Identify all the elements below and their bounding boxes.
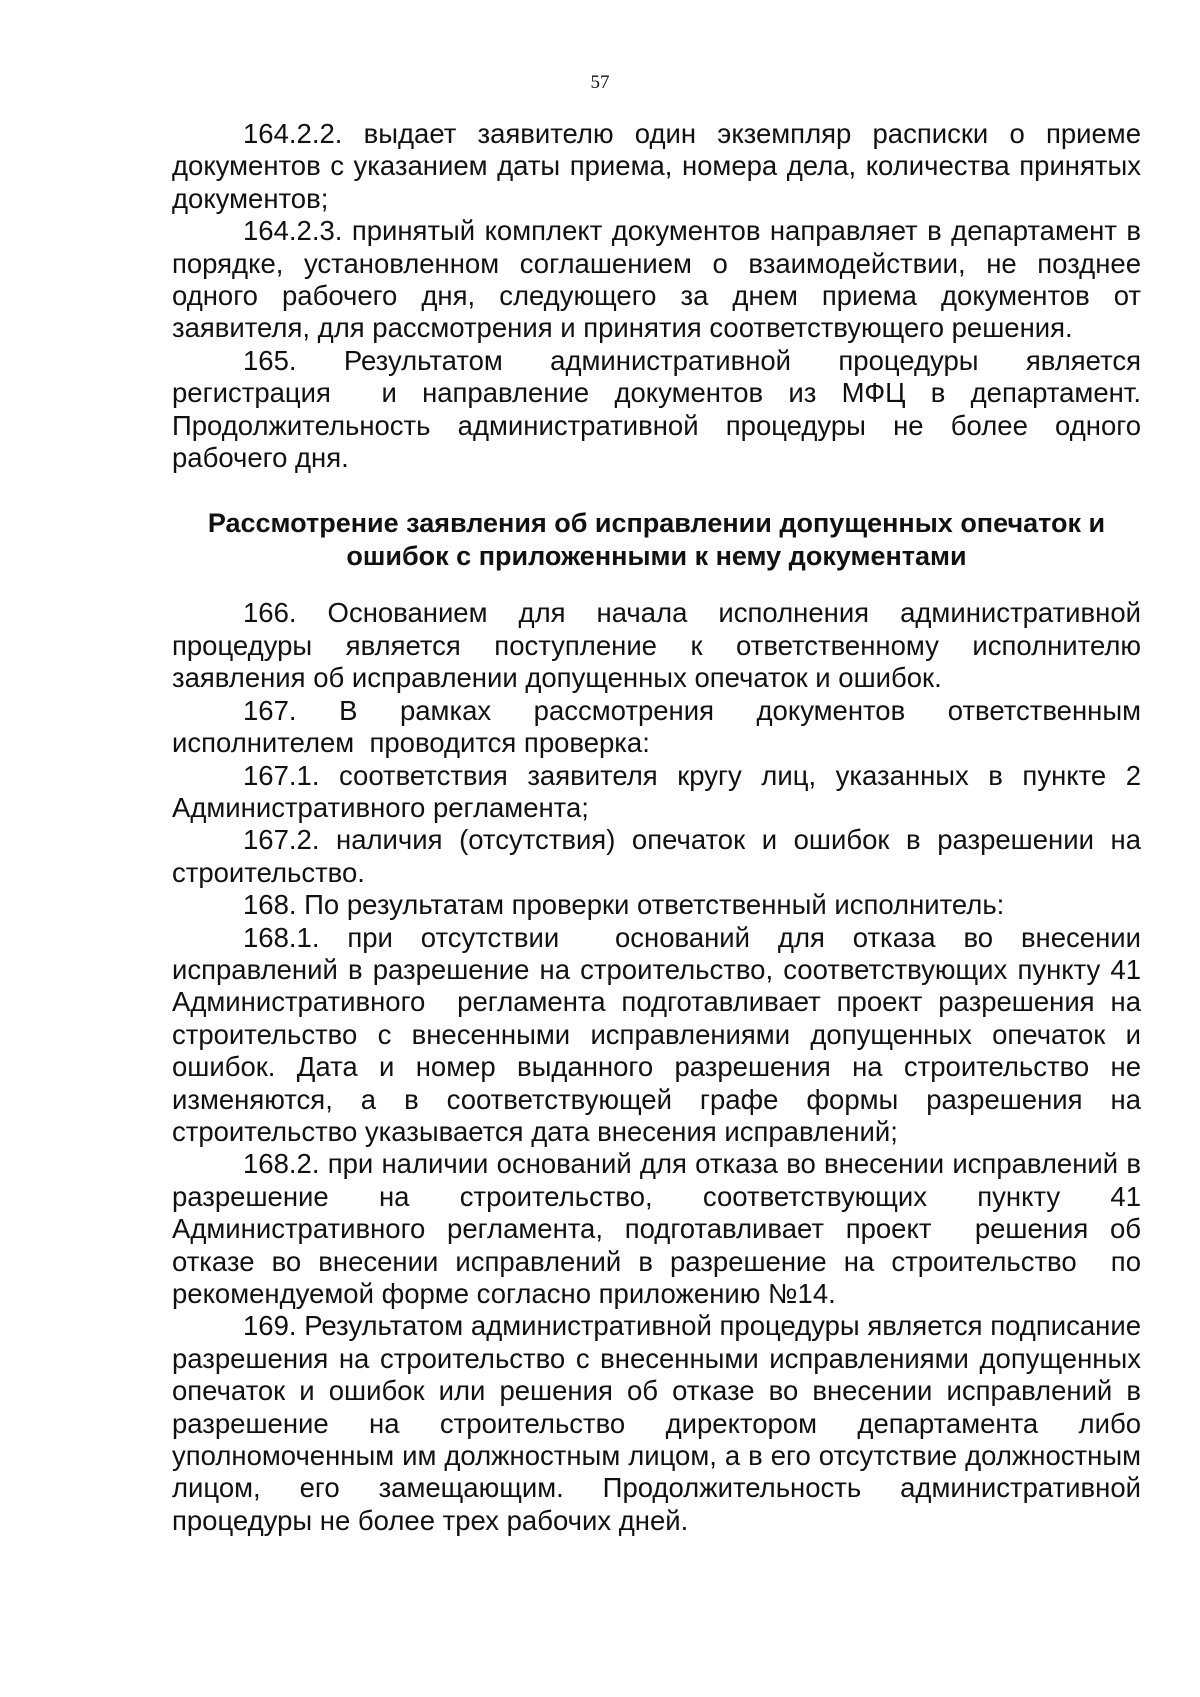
- paragraph-165: 165. Результатом административной процедуры является регистрация и направление документов из МФЦ в департамент. Продолжительность административной процедуры не более одного рабочего дня.: [172, 344, 1149, 474]
- paragraph-164-2-2: 164.2.2. выдает заявителю один экземпляр расписки о приеме документов с указанием даты приема, номера дела, количества принятых документов;: [172, 118, 1149, 214]
- section-heading: Рассмотрение заявления об исправлении допущенных опечаток и ошибок с приложенными к нему документами: [207, 508, 1106, 572]
- paragraph-168-2: 168.2. при наличии оснований для отказа во внесении исправлений в разрешение на строительство, соответствующих пункту 41 Административного регламента, подготавливает проект решения об отказе во внесении исправлений в разрешение на строительство по рекомендуемой форме согласно приложению №14.: [172, 1148, 1149, 1309]
- paragraph-167: 167. В рамках рассмотрения документов ответственным исполнителем проводится проверка:: [172, 694, 1149, 759]
- paragraph-169: 169. Результатом административной процедуры является подписание разрешения на строительство с внесенными исправлениями допущенных опечаток и ошибок или решения об отказе во внесении исправлений в разрешение на строительство директором департамента либо уполномоченным им должностным лицом, а в его отсутствие должностным лицом, его замещающим. Продолжительность административной процедуры не более трех рабочих дней.: [172, 1310, 1149, 1536]
- paragraph-168-1: 168.1. при отсутствии оснований для отказа во внесении исправлений в разрешение на строительство, соответствующих пункту 41 Административного регламента подготавливает проект разрешения на строительство с внесенными исправлениями допущенных опечаток и ошибок. Дата и номер выданного разрешения на строительство не изменяются, а в соответствующей графе формы разрешения на строительство указывается дата внесения исправлений;: [172, 921, 1149, 1147]
- paragraph-167-1: 167.1. соответствия заявителя кругу лиц, указанных в пункте 2 Административного регламента;: [172, 759, 1149, 823]
- paragraph-167-2: 167.2. наличия (отсутствия) опечаток и ошибок в разрешении на строительство.: [172, 824, 1149, 888]
- paragraph-168: 168. По результатам проверки ответственный исполнитель:: [243, 889, 1005, 921]
- paragraph-164-2-3: 164.2.3. принятый комплект документов направляет в департамент в порядке, установленном соглашением о взаимодействии, не позднее одного рабочего дня, следующего за днем приема документов от заявителя, для рассмотрения и принятия соответствующего решения.: [172, 215, 1149, 344]
- page-number: 57: [590, 72, 610, 93]
- paragraph-166: 166. Основанием для начала исполнения административной процедуры является поступление к ответственному исполнителю заявления об исправлении допущенных опечаток и ошибок.: [172, 597, 1149, 694]
- document-body: [172, 118, 1149, 1537]
